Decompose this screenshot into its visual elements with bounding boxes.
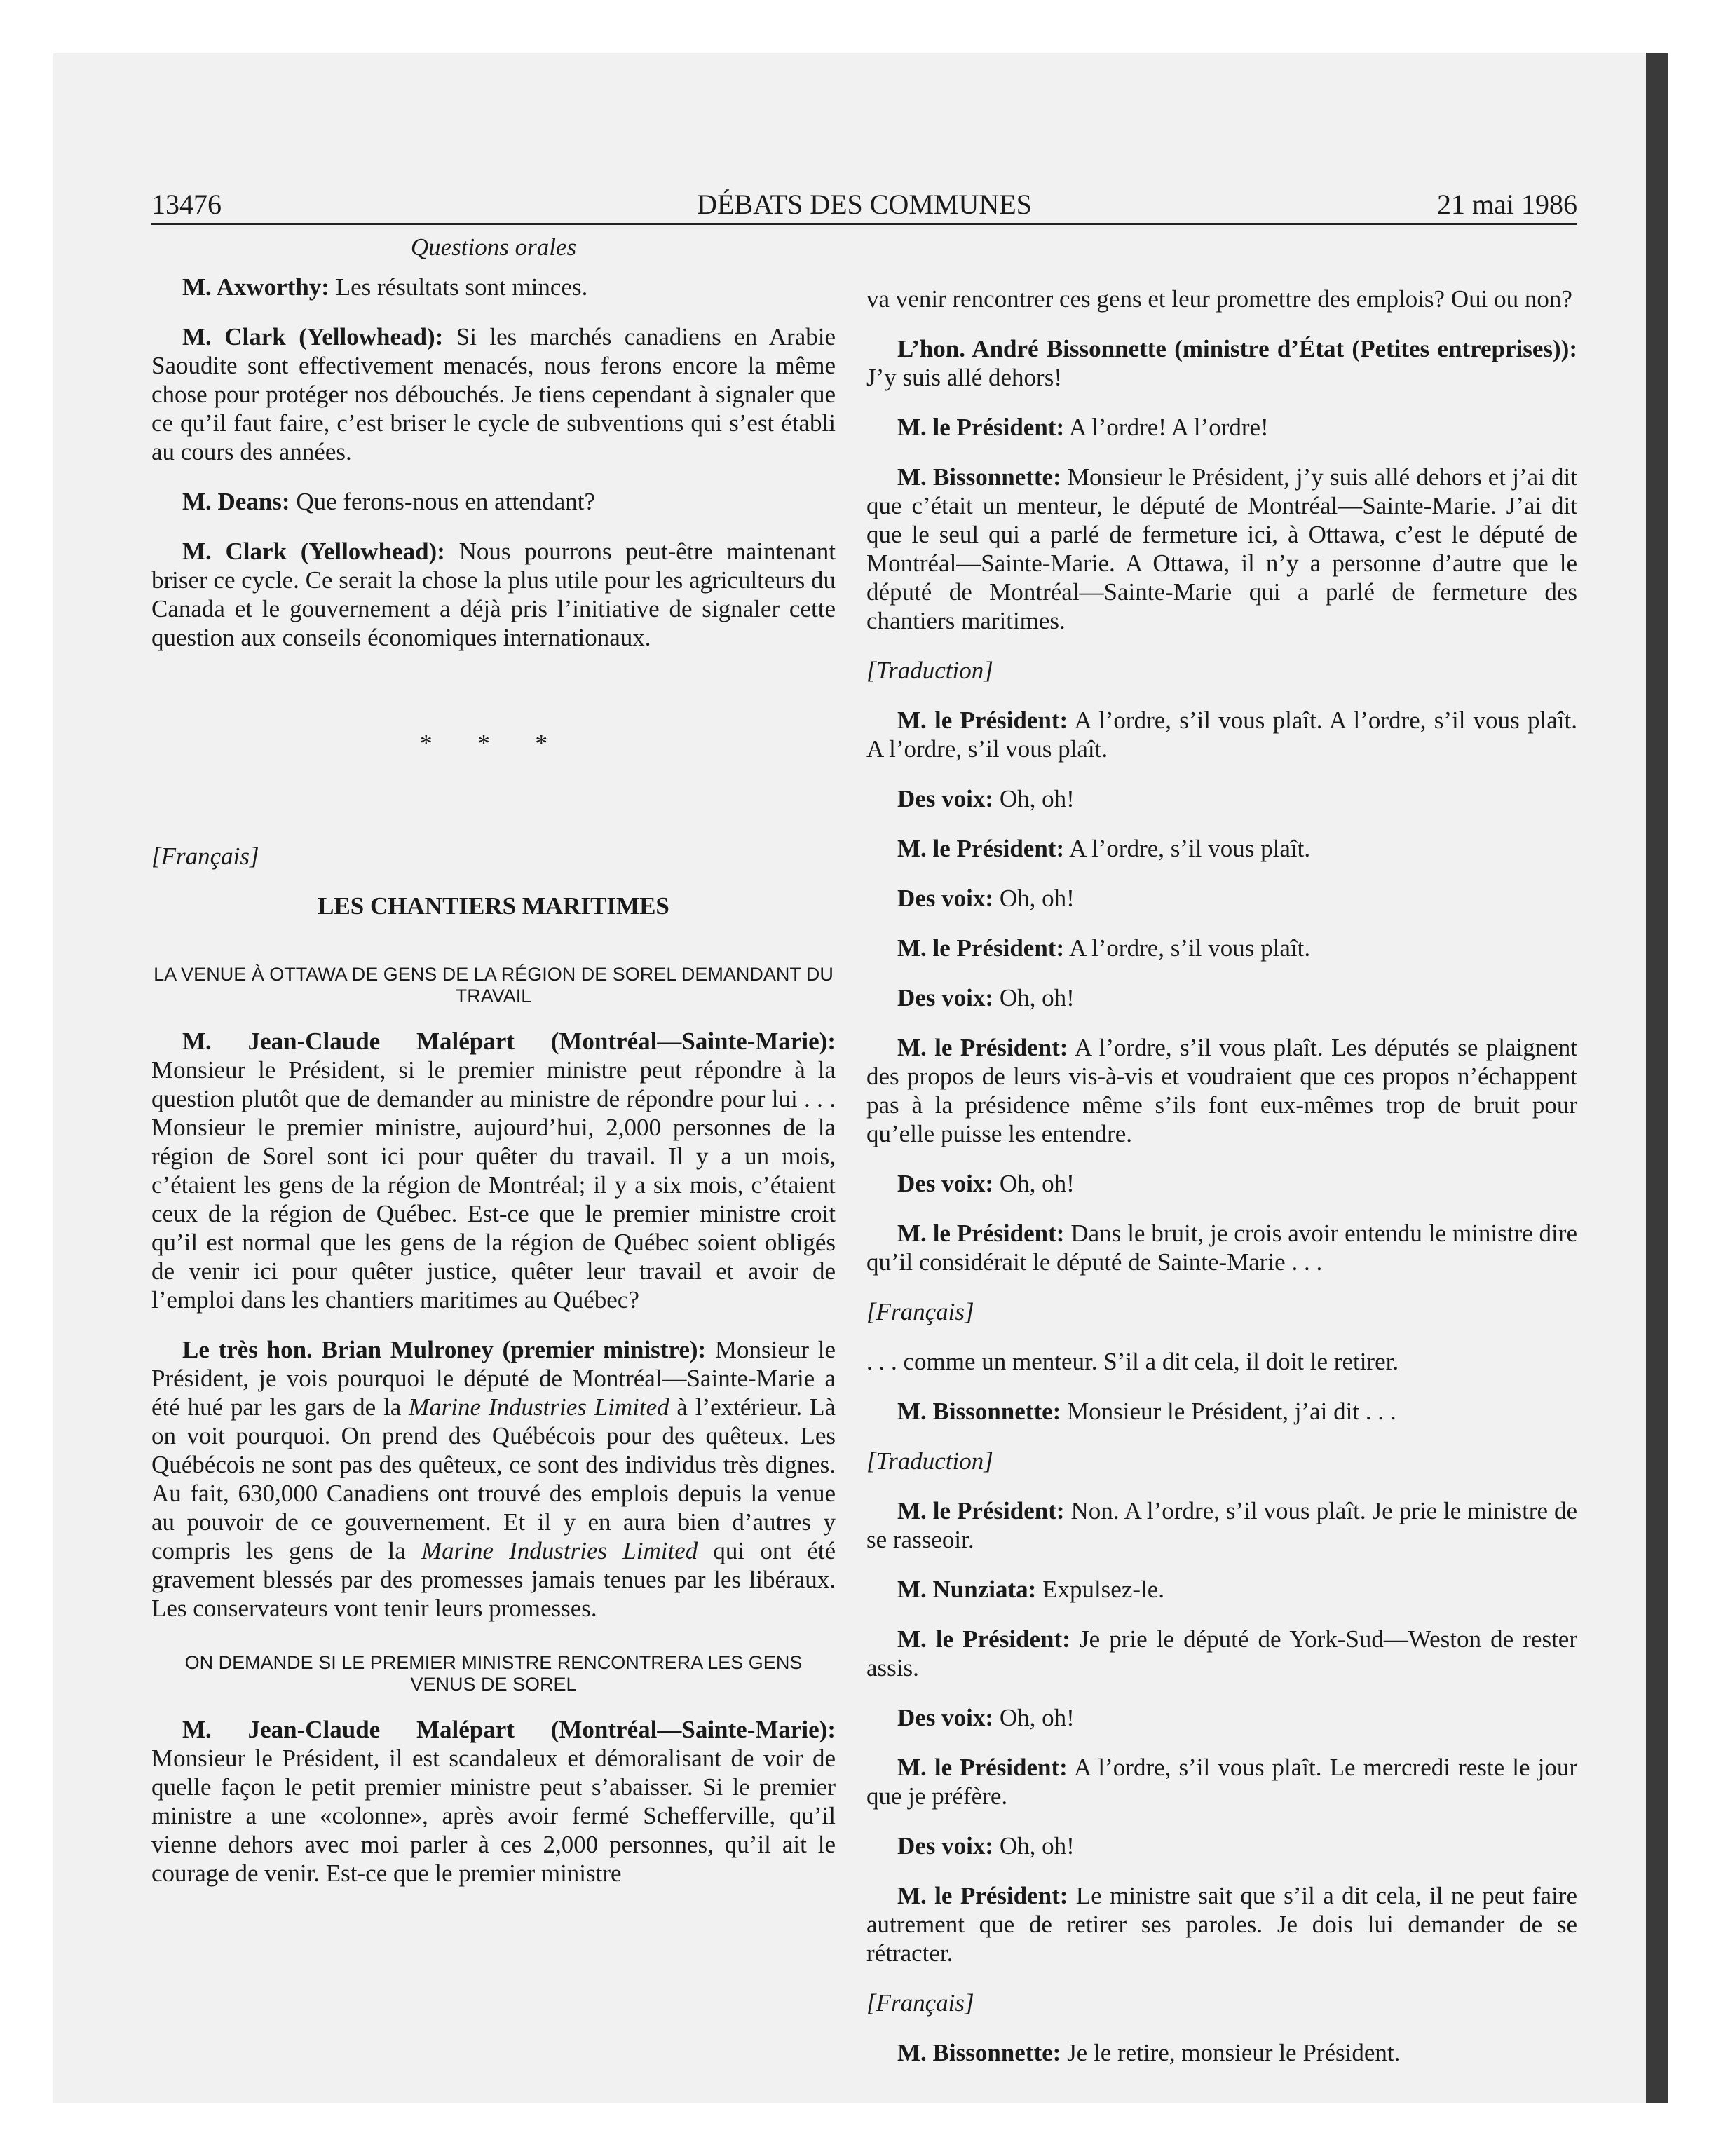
- speech-text: Oh, oh!: [993, 1832, 1075, 1860]
- speaker-name: L’hon. André Bissonnette (ministre d’État (Petites entreprises)):: [897, 335, 1577, 362]
- speech-text: Oh, oh!: [993, 785, 1075, 812]
- speech-paragraph: [151, 273, 836, 301]
- speech-text: Monsieur le Président, j’y suis allé dehors et j’ai dit que c’était un menteur, le député de Montréal—Sainte-Marie. J’ai dit que le seul qui a parlé de fermeture ici, à Ottawa, c’est le député de Montréal—Sainte-Marie. A Ottawa, il n’y a personne d’autre que le député de Montréal—Sainte-Marie qui a parlé de fermeture des chantiers maritimes.: [866, 463, 1577, 634]
- speaker-name: Des voix:: [897, 1704, 994, 1731]
- speech-paragraph: [866, 706, 1577, 763]
- publication-date: 21 mai 1986: [1437, 189, 1577, 220]
- speech-text: A l’ordre, s’il vous plaît. Les députés se plaignent des propos de leurs vis-à-vis et voudraient que ces propos n’échappent pas à la présidence même s’ils font eux-mêmes trop de bruit pour qu’elle puisse les entendre.: [866, 1034, 1577, 1147]
- speech-paragraph: [866, 1033, 1577, 1148]
- speech-paragraph: [866, 2038, 1577, 2067]
- speech-text: Monsieur le Président, j’ai dit . . .: [1061, 1398, 1396, 1425]
- speech-paragraph: [866, 1753, 1577, 1810]
- company-name: Marine Industries Limited: [409, 1393, 669, 1421]
- right-column: [866, 285, 1577, 2088]
- speech-text: Monsieur le Président, si le premier ministre peut répondre à la question plutôt que de demander au ministre de répondre pour lui . . . Monsieur le premier ministre, aujourd’hui, 2,000 personnes de la région de Sorel sont ici pour quêter du travail. Il y a un mois, c’étaient les gens de la région de Montréal; il y a six mois, c’étaient ceux de la région de Québec. Est-ce que le premier ministre croit qu’il est normal que les gens de la région de Québec soient obligés de venir ici pour quêter justice, quêter leur travail et avoir de l’emploi dans les chantiers maritimes au Québec?: [151, 1056, 836, 1314]
- language-marker: [Français]: [866, 1298, 974, 1325]
- subtopic-heading: ON DEMANDE SI LE PREMIER MINISTRE RENCONTRERA LES GENS VENUS DE SOREL: [184, 1652, 803, 1695]
- speech-text: Oh, oh!: [993, 984, 1075, 1011]
- speaker-name: M. le Président:: [897, 414, 1065, 441]
- speech-text: Dans le bruit, je crois avoir entendu le ministre dire qu’il considérait le député de Sainte-Marie . . .: [866, 1220, 1577, 1276]
- speaker-name: M. le Président:: [897, 835, 1065, 862]
- speech-text: A l’ordre, s’il vous plaît. A l’ordre, s’il vous plaît. A l’ordre, s’il vous plaît.: [866, 707, 1577, 763]
- speaker-name: M. Clark (Yellowhead):: [182, 538, 445, 565]
- speech-text: Si les marchés canadiens en Arabie Saoudite sont effectivement menacés, nous ferons encore la même chose pour protéger nos débouchés. Je tiens cependant à signaler que ce qu’il faut faire, c’est briser le cycle de subventions qui s’est établi au cours des années.: [151, 323, 836, 465]
- speech-paragraph: [866, 1703, 1577, 1732]
- speech-paragraph: [866, 983, 1577, 1012]
- speech-text: Oh, oh!: [993, 1704, 1075, 1731]
- speaker-name: M. Axworthy:: [182, 273, 329, 301]
- speaker-name: M. le Président:: [897, 934, 1065, 962]
- speech-text: A l’ordre, s’il vous plaît.: [1064, 835, 1311, 862]
- speech-text: Monsieur le Président, il est scandaleux et démoralisant de voir de quelle façon le petit premier ministre peut s’abaisser. Si le premier ministre a une «colonne», après avoir fermé Schefferville, qu’il vienne dehors avec moi parler à ces 2,000 personnes, qu’il ait le courage de venir. Est-ce que le premier ministre: [151, 1745, 836, 1887]
- speech-text: Monsieur le Président, je vois pourquoi le député de Montréal—Sainte-Marie a été hué par les gars de la: [151, 1336, 836, 1421]
- language-marker: [Traduction]: [866, 657, 993, 684]
- speech-text: Nous pourrons peut-être maintenant briser ce cycle. Ce serait la chose la plus utile pour les agriculteurs du Canada et le gouvernement a déjà pris l’initiative de signaler cette question aux conseils économiques internationaux.: [151, 538, 836, 651]
- speech-text: J’y suis allé dehors!: [866, 364, 1062, 391]
- speech-paragraph: [866, 1397, 1577, 1426]
- section-heading: Questions orales: [410, 233, 577, 261]
- speech-paragraph: [866, 1625, 1577, 1682]
- speech-continuation: . . . comme un menteur. S’il a dit cela, il doit le retirer.: [866, 1348, 1399, 1375]
- speech-text: Le ministre sait que s’il a dit cela, il ne peut faire autrement que de retirer ses paroles. Je dois lui demander de se rétracter.: [866, 1882, 1577, 1967]
- speech-text: Les résultats sont minces.: [329, 273, 588, 301]
- language-marker: [Traduction]: [866, 1447, 993, 1475]
- speech-text: Oh, oh!: [993, 1170, 1075, 1197]
- running-header: [151, 184, 1577, 225]
- speech-paragraph: [151, 1027, 836, 1314]
- subtopic-heading: LA VENUE À OTTAWA DE GENS DE LA RÉGION DE SOREL DEMANDANT DU TRAVAIL: [154, 964, 834, 1007]
- speaker-name: Des voix:: [897, 885, 994, 912]
- speech-paragraph: [866, 1219, 1577, 1276]
- speech-paragraph: [866, 784, 1577, 813]
- speaker-name: M. Bissonnette:: [897, 2039, 1061, 2066]
- speaker-name: M. le Président:: [897, 1882, 1068, 1909]
- speaker-name: M. le Président:: [897, 707, 1068, 734]
- company-name: Marine Industries Limited: [421, 1537, 698, 1564]
- speech-text: Expulsez-le.: [1036, 1576, 1165, 1603]
- speech-paragraph: [151, 322, 836, 466]
- speaker-name: M. Clark (Yellowhead):: [182, 323, 444, 350]
- speech-paragraph: [866, 334, 1577, 392]
- page-number: 13476: [151, 189, 222, 220]
- speech-paragraph: [866, 1575, 1577, 1604]
- speaker-name: M. le Président:: [897, 1754, 1068, 1781]
- left-column: [151, 233, 836, 1909]
- language-marker: [Français]: [866, 1989, 974, 2017]
- speech-paragraph: [866, 463, 1577, 635]
- speech-paragraph: [866, 884, 1577, 913]
- speech-paragraph: [866, 1881, 1577, 1967]
- speaker-name: M. le Président:: [897, 1220, 1065, 1247]
- speech-text: Non. A l’ordre, s’il vous plaît. Je prie le ministre de se rasseoir.: [866, 1497, 1577, 1553]
- speaker-name: M. Bissonnette:: [897, 463, 1061, 491]
- speech-text: Que ferons-nous en attendant?: [290, 488, 595, 515]
- speech-paragraph: [151, 1715, 836, 1888]
- speech-paragraph: [866, 413, 1577, 442]
- section-separator: * * *: [420, 730, 567, 757]
- speech-text: A l’ordre! A l’ordre!: [1064, 414, 1269, 441]
- speaker-name: Des voix:: [897, 984, 994, 1011]
- speaker-name: Des voix:: [897, 1832, 994, 1860]
- speech-text: A l’ordre, s’il vous plaît. Le mercredi reste le jour que je préfère.: [866, 1754, 1577, 1810]
- publication-title: DÉBATS DES COMMUNES: [697, 189, 1032, 220]
- speech-paragraph: [866, 934, 1577, 962]
- speaker-name: M. le Président:: [897, 1625, 1070, 1653]
- speech-continuation: va venir rencontrer ces gens et leur promettre des emplois? Oui ou non?: [866, 285, 1572, 313]
- speech-paragraph: [866, 834, 1577, 863]
- speaker-name: M. Nunziata:: [897, 1576, 1037, 1603]
- speech-paragraph: [151, 537, 836, 652]
- speaker-name: M. le Président:: [897, 1497, 1065, 1524]
- scan-edge: [1646, 53, 1668, 2103]
- speech-text: qui ont été gravement blessés par des promesses jamais tenues par les libéraux. Les conservateurs vont tenir leurs promesses.: [151, 1537, 836, 1622]
- speaker-name: M. Deans:: [182, 488, 290, 515]
- speech-text: Oh, oh!: [993, 885, 1075, 912]
- topic-title: LES CHANTIERS MARITIMES: [318, 892, 669, 920]
- speaker-name: M. Jean-Claude Malépart (Montréal—Sainte-Marie):: [182, 1028, 836, 1055]
- speaker-name: Le très hon. Brian Mulroney (premier ministre):: [182, 1336, 707, 1363]
- speaker-name: Des voix:: [897, 1170, 994, 1197]
- speech-paragraph: [866, 1169, 1577, 1198]
- speech-text: A l’ordre, s’il vous plaît.: [1064, 934, 1311, 962]
- speaker-name: M. Bissonnette:: [897, 1398, 1061, 1425]
- speech-text: Je le retire, monsieur le Président.: [1061, 2039, 1401, 2066]
- speech-paragraph: [866, 1496, 1577, 1554]
- speech-text: Je prie le député de York-Sud—Weston de rester assis.: [866, 1625, 1577, 1681]
- language-marker: [Français]: [151, 842, 259, 870]
- speech-paragraph: [866, 1831, 1577, 1860]
- speaker-name: M. le Président:: [897, 1034, 1068, 1061]
- speaker-name: M. Jean-Claude Malépart (Montréal—Sainte-Marie):: [182, 1716, 836, 1743]
- speech-paragraph: [151, 1335, 836, 1623]
- speech-text: à l’extérieur. Là on voit pourquoi. On prend des Québécois pour des quêteux. Les Québécois ne sont pas des quêteux, ce sont des individus très dignes. Au fait, 630,000 Canadiens ont trouvé des emplois depuis la venue au pouvoir de ce gouvernement. Et il y en aura bien d’autres y compris les gens de la: [151, 1393, 836, 1564]
- speech-paragraph: [151, 487, 836, 516]
- speaker-name: Des voix:: [897, 785, 994, 812]
